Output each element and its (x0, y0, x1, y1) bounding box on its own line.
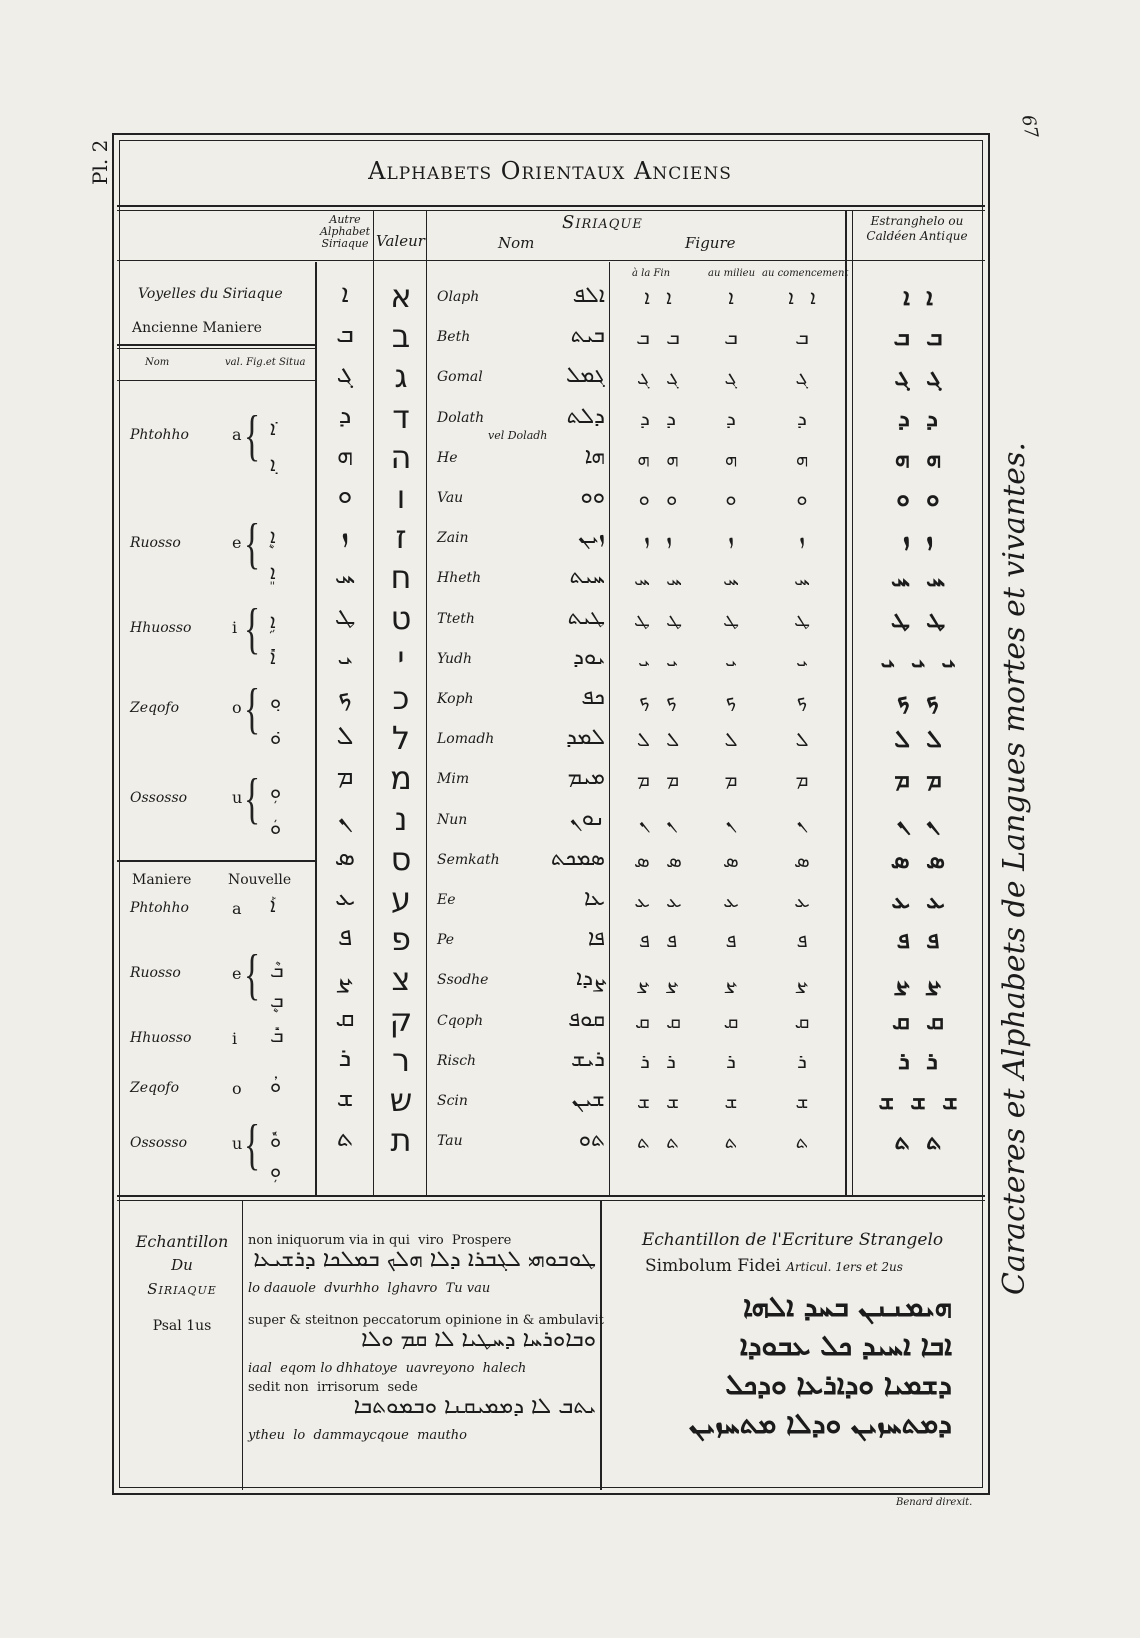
letter-row (0, 920, 1140, 967)
letter-estranghelo: ܥ ܥ (891, 886, 945, 914)
letter-estranghelo: ܢ ܢ (896, 805, 940, 834)
letter-final: ܪ ܪ (640, 1048, 676, 1073)
sample-translit: iaal eqom lo dhhatoye uavreyono halech (248, 1361, 527, 1376)
letter-hebrew: ח (390, 558, 412, 597)
letter-syr-name: ܣܡܟܬ (550, 845, 605, 871)
letter-estranghelo: ܩ ܩ (892, 1006, 944, 1035)
letter-hebrew: א (390, 277, 412, 315)
letter-estranghelo: ܠ ܠ (894, 725, 942, 754)
letter-final: ܗ ܗ (637, 445, 679, 470)
letter-medial: ܢ (725, 807, 737, 832)
letter-estranghelo: ܒ ܒ (893, 323, 943, 352)
vowel-glyphs: ܘܼ ܘܿ (270, 779, 282, 839)
letter-final: ܣ ܣ (633, 847, 683, 872)
letter-medial: ܚ (723, 566, 739, 591)
letter-estranghelo: ܓ ܓ (894, 363, 942, 392)
letter-estranghelo: ܙ ܙ (902, 524, 934, 553)
letter-name: Mim (437, 771, 470, 788)
letter-row (0, 799, 1140, 847)
letter-initial: ܥ (794, 888, 810, 912)
vowel-brace: { (244, 944, 261, 1006)
vowel-value: a (232, 899, 242, 918)
vowel-glyphs: ܐܹ ܐܺ (270, 609, 276, 669)
letter-final: ܢ ܢ (638, 807, 678, 832)
letter-estranghelo: ܬ ܬ (894, 1127, 942, 1156)
letter-autre: ܝ (337, 640, 353, 671)
letter-hebrew: צ (391, 960, 411, 999)
letter-name: Hheth (437, 570, 482, 587)
letter-name: Lomadh (437, 731, 495, 748)
sample-label-1: Echantillon (135, 1232, 229, 1251)
letter-hebrew: ל (391, 719, 411, 758)
vowel-value: u (232, 788, 243, 807)
vowel-value: o (232, 698, 242, 717)
letter-row (0, 1000, 1140, 1048)
strangelo-subtitle-2: Articul. 1ers et 2us (786, 1260, 903, 1274)
letter-medial: ܫ (724, 1089, 738, 1113)
letter-syr-name: ܘܘ (580, 484, 605, 509)
letter-syr-name: ܥܐ (584, 886, 605, 911)
letter-syr-name: ܪܝܫ (571, 1046, 605, 1072)
letter-final: ܚ ܚ (634, 566, 682, 591)
letter-autre: ܙ (341, 520, 349, 551)
letter-estranghelo: ܕ ܕ (897, 403, 939, 432)
vowels-col-val: val. Fig.et Situa (225, 357, 306, 368)
letter-medial: ܦ (725, 928, 737, 953)
letter-autre: ܛ (334, 600, 356, 631)
letter-estranghelo: ܗ ܗ (894, 443, 942, 472)
vowel-name: Ossosso (130, 1135, 188, 1151)
letter-final: ܬ ܬ (637, 1129, 679, 1154)
vowel-brace: { (244, 405, 261, 467)
letter-final: ܠ ܠ (636, 727, 680, 752)
nouvelle-header-1: Maniere (132, 872, 192, 888)
strangelo-line: ܗܝܡܢܢܢ ܒܚܕ ܐܠܗܐ (742, 1290, 952, 1323)
letter-name: Beth (437, 329, 471, 346)
letter-final: ܐ ܐ (644, 285, 672, 309)
vowel-value: u (232, 1134, 243, 1153)
letter-syr-name: ܗܐ (584, 443, 605, 469)
letter-initial: ܛ (794, 606, 810, 631)
letter-medial: ܥ (723, 888, 739, 912)
header-valeur: Valeur (376, 232, 425, 250)
vowels-title: Voyelles du Siriaque (138, 286, 283, 302)
letter-estranghelo: ܟ ܟ (896, 685, 940, 713)
letter-initial: ܘ (796, 486, 808, 510)
sample-latin: non iniquorum via in qui viro Prospere (248, 1233, 512, 1248)
letter-autre: ܬ (336, 1123, 354, 1154)
letter-final: ܝ ܝ (638, 646, 678, 671)
letter-row (0, 598, 1140, 646)
vowels-subtitle: Ancienne Maniere (132, 320, 262, 336)
letter-autre: ܒ (336, 319, 354, 350)
letter-estranghelo: ܣ ܣ (890, 845, 946, 874)
header-fin: à la Fin (632, 268, 671, 279)
header-autre: Autre Alphabet Siriaque (319, 213, 371, 250)
vowel-name: Ruosso (130, 965, 181, 981)
letter-hebrew: ו (396, 478, 406, 516)
vowel-name: Ossosso (130, 790, 188, 806)
page-title: Alphabets Orientaux Anciens (368, 157, 732, 185)
letter-medial: ܕ (726, 405, 736, 430)
letter-syr-name: ܟܦ (581, 685, 605, 710)
sample-latin: super & steitnon peccatorum opinione in & ambulavit (248, 1313, 604, 1328)
letter-syr-name: ܬܘ (578, 1127, 605, 1153)
letter-autre: ܨ (336, 962, 354, 993)
letter-hebrew: ה (390, 437, 412, 476)
side-title: Caracteres et Alphabets de Langues mortes et vivantes. (997, 442, 1032, 1295)
letter-final: ܘ ܘ (638, 486, 678, 510)
letter-final: ܡ ܡ (636, 767, 680, 792)
letter-row (0, 1121, 1140, 1168)
letter-name: Zain (437, 530, 469, 547)
letter-row (0, 518, 1140, 565)
letter-hebrew: ש (389, 1081, 413, 1119)
letter-final: ܟ ܟ (639, 687, 677, 711)
letter-hebrew: ז (395, 518, 407, 557)
letter-estranghelo: ܨ ܨ (894, 966, 942, 995)
letter-medial: ܬ (724, 1129, 738, 1154)
nouvelle-header-2: Nouvelle (228, 872, 292, 888)
letter-name: Nun (437, 811, 468, 828)
letter-syr-name: ܫܝܢ (571, 1087, 605, 1112)
letter-hebrew: ת (390, 1121, 412, 1160)
letter-estranghelo: ܘ ܘ (896, 484, 940, 512)
letter-name: Yudh (437, 650, 473, 667)
letter-autre: ܘ (337, 480, 353, 510)
vowels-col-nom: Nom (145, 357, 170, 368)
letter-row (0, 558, 1140, 605)
strangelo-subtitle (645, 1256, 903, 1276)
letter-name: Dolath (437, 409, 485, 426)
letter-autre: ܦ (337, 922, 353, 953)
letter-initial: ܐ ܐ (788, 285, 816, 309)
sample-label-4: Psal 1us (152, 1318, 212, 1334)
header-estranghelo: Estranghelo ou Caldéen Antique (866, 214, 968, 243)
letter-row (0, 397, 1140, 445)
letter-medial: ܡ (724, 767, 738, 792)
letter-initial: ܓ (795, 365, 809, 390)
vowel-value: i (232, 1029, 238, 1048)
letter-initial: ܩ (794, 1008, 810, 1033)
vowel-value: a (232, 425, 242, 444)
letter-estranghelo: ܪ ܪ (898, 1046, 938, 1075)
letter-hebrew: ע (390, 880, 412, 918)
letter-name: Gomal (437, 369, 483, 386)
letter-name: Ee (437, 892, 456, 908)
letter-final: ܛ ܛ (634, 606, 682, 631)
letter-medial: ܩ (723, 1008, 739, 1033)
letter-hebrew: ר (391, 1040, 411, 1079)
sample-syriac: ܛܘܒܘܗܝ ܠܓܒܪܐ ܕܠܐ ܗܠܟ ܒܡܠܟܐ ܕܪܫܝܥܐ (253, 1247, 596, 1272)
letter-hebrew: נ (394, 799, 408, 838)
letter-name: Pe (437, 932, 455, 949)
letter-final: ܥ ܥ (634, 888, 682, 912)
letter-row (0, 478, 1140, 525)
letter-autre: ܩ (335, 1002, 355, 1033)
letter-syr-name: ܙܝܢ (578, 524, 605, 550)
letter-row (0, 437, 1140, 485)
letter-row (0, 759, 1140, 806)
letter-final: ܓ ܓ (636, 365, 680, 390)
vowel-glyphs: ܘܳ (270, 1073, 282, 1097)
letter-autre: ܡ (336, 761, 354, 792)
sample-syriac: ܘܒܐܘܪܚܐ ܕܚܛܝܐ ܠܐ ܩܡ ܘܠܐ (361, 1327, 596, 1352)
vowel-glyphs: ܐܷ ܐܸ (270, 524, 276, 584)
letter-initial: ܗ (795, 445, 809, 470)
vowel-value: e (232, 964, 242, 983)
letter-autre: ܟ (338, 681, 352, 711)
letter-estranghelo: ܚ ܚ (891, 564, 945, 593)
letter-syr-name: ܦܐ (587, 926, 605, 952)
letter-name: Ssodhe (437, 972, 489, 989)
letter-medial: ܝ (725, 646, 737, 671)
letter-name: Tteth (437, 610, 475, 627)
vowel-name: Hhuosso (130, 620, 192, 636)
vowel-glyphs: ܘ݂ ܘ݁ (270, 689, 282, 749)
vowel-brace: { (244, 513, 261, 575)
header-siriaque: Siriaque (562, 212, 643, 233)
letter-name: Olaph (437, 289, 480, 305)
letter-autre: ܗ (336, 439, 354, 470)
vowel-glyphs: ܐ݁ ܐ݂ (270, 416, 276, 476)
letter-estranghelo: ܡ ܡ (894, 765, 942, 794)
letter-syr-name: ܚܝܬ (569, 564, 605, 590)
vowel-name: Hhuosso (130, 1030, 192, 1046)
letter-autre: ܣ (334, 841, 356, 872)
strangelo-line: ܕܫܡܝܐ ܘܕܐܪܥܐ ܘܕܟܠ (725, 1368, 952, 1401)
letter-hebrew: מ (390, 759, 412, 798)
letter-hebrew: ס (390, 839, 412, 878)
letter-hebrew: ד (392, 397, 410, 436)
letter-initial: ܦ (796, 928, 808, 953)
letter-initial: ܚ (794, 566, 810, 591)
strangelo-subtitle-1: Simbolum Fidei (645, 1256, 781, 1276)
letter-hebrew: פ (391, 920, 411, 959)
letter-medial: ܐ (728, 285, 734, 309)
letter-estranghelo: ܛ ܛ (890, 604, 946, 633)
vowel-name: Zeqofo (130, 1080, 180, 1096)
letter-medial: ܣ (723, 847, 739, 872)
vowel-glyphs: ܘܽ ܘܼ (270, 1128, 282, 1182)
letter-hebrew: ט (390, 598, 412, 637)
letter-autre: ܠ (336, 721, 354, 752)
page-number: 67 (1017, 113, 1042, 140)
strangelo-line: ܐܒܐ ܐܚܝܕ ܟܠ ܥܒܘܕܐ (739, 1329, 952, 1362)
letter-final: ܙ ܙ (644, 526, 672, 551)
letter-name: Vau (437, 490, 464, 506)
letter-name: Tau (437, 1133, 463, 1150)
letter-initial: ܟ (796, 687, 808, 711)
vowel-brace: { (244, 768, 261, 830)
letter-syr-name: ܠܡܕ (566, 725, 605, 751)
sample-label-2: Du (171, 1256, 193, 1274)
letter-name: Cqoph (437, 1012, 484, 1029)
letter-row (0, 317, 1140, 364)
vowel-brace: { (244, 678, 261, 740)
letter-initial: ܙ (799, 526, 805, 551)
letter-medial: ܨ (724, 968, 738, 993)
vowel-glyphs: ܐܰ (270, 893, 276, 917)
sample-label-3: Siriaque (147, 1280, 217, 1298)
vowel-value: i (232, 618, 238, 637)
letter-syr-name: ܕܠܬ (566, 403, 605, 429)
vowel-value: e (232, 533, 242, 552)
sample-translit: ytheu lo dammaycqoue mautho (248, 1428, 467, 1443)
letter-row (0, 960, 1140, 1007)
letter-initial: ܫ (795, 1089, 809, 1113)
letter-initial: ܠ (795, 727, 809, 752)
letter-syr-name: ܛܝܬ (567, 604, 605, 630)
letter-initial: ܒ (795, 325, 809, 350)
letter-medial: ܠ (724, 727, 738, 752)
strangelo-line: ܕܡܬܚܙܝܢ ܘܕܠܐ ܡܬܚܙܝܢ (689, 1407, 952, 1440)
letter-name-extra: vel Doladh (488, 428, 548, 442)
letter-medial: ܙ (728, 526, 734, 551)
letter-estranghelo: ܫ ܫ ܫ (878, 1087, 958, 1115)
letter-autre: ܪ (338, 1042, 352, 1073)
letter-final: ܒ ܒ (636, 325, 680, 350)
letter-initial: ܝ (796, 646, 808, 671)
sample-syriac: ܝܬܒ ܠܐ ܕܡܡܝܩܢܐ ܘܒܡܘܬܒܐ (353, 1394, 596, 1419)
letter-final: ܫ ܫ (636, 1089, 680, 1113)
letter-hebrew: ב (391, 317, 411, 356)
letter-hebrew: ג (394, 357, 408, 396)
letter-initial: ܬ (795, 1129, 809, 1154)
letter-final: ܦ ܦ (638, 928, 678, 953)
letter-estranghelo: ܐ ܐ (903, 283, 933, 311)
letter-autre: ܐ (341, 279, 349, 309)
plate-label: Pl. 2 (88, 139, 112, 185)
letter-estranghelo: ܝ ܝ ܝ (880, 644, 956, 673)
letter-hebrew: ק (389, 1000, 413, 1039)
letter-syr-name: ܡܝܡ (567, 765, 605, 791)
letter-syr-name: ܨܕܐ (576, 966, 605, 992)
letter-syr-name: ܝܘܕ (573, 644, 605, 670)
vowel-name: Phtohho (130, 900, 189, 916)
letter-name: Scin (437, 1093, 468, 1109)
letter-initial: ܪ (797, 1048, 807, 1073)
letter-autre: ܥ (334, 882, 356, 912)
letter-medial: ܪ (726, 1048, 736, 1073)
sample-latin: sedit non irrisorum sede (248, 1380, 418, 1395)
letter-autre: ܕ (338, 399, 352, 430)
vowel-value: o (232, 1079, 242, 1098)
letter-medial: ܛ (723, 606, 739, 631)
letter-name: Koph (437, 691, 474, 707)
letter-syr-name: ܐܠܦ (572, 283, 605, 308)
vowel-name: Zeqofo (130, 700, 180, 716)
vowel-glyphs: ܒܺ (270, 1023, 284, 1047)
letter-syr-name: ܓܡܠ (565, 363, 605, 389)
vowel-brace: { (244, 1114, 261, 1176)
vowel-glyphs: ܒܶ ܒܷ (270, 958, 284, 1012)
header-milieu: au milieu (708, 268, 756, 279)
letter-initial: ܣ (794, 847, 810, 872)
letter-hebrew: כ (392, 679, 410, 717)
letter-row (0, 277, 1140, 324)
letter-medial: ܗ (724, 445, 738, 470)
vowel-brace: { (244, 598, 261, 660)
header-nom: Nom (498, 234, 535, 252)
header-commencement: au comencement (762, 268, 849, 279)
letter-medial: ܒ (724, 325, 738, 350)
vowel-name: Phtohho (130, 427, 189, 443)
sample-translit: lo daauole dvurhho lghavro Tu vau (248, 1281, 491, 1296)
letter-autre: ܓ (336, 359, 354, 390)
letter-hebrew: י (397, 638, 405, 677)
letter-initial: ܡ (795, 767, 809, 792)
letter-name: Semkath (437, 851, 500, 868)
letter-row (0, 839, 1140, 887)
letter-final: ܩ ܩ (635, 1008, 681, 1033)
letter-final: ܨ ܨ (637, 968, 679, 993)
letter-syr-name: ܢܘܢ (569, 805, 605, 831)
engraver-credit: Benard direxit. (896, 1497, 973, 1508)
letter-autre: ܚ (334, 560, 356, 591)
letter-initial: ܢ (796, 807, 808, 832)
letter-name: He (437, 449, 458, 466)
letter-medial: ܓ (724, 365, 738, 390)
letter-row (0, 679, 1140, 726)
letter-estranghelo: ܦ ܦ (896, 926, 940, 955)
letter-syr-name: ܩܘܦ (568, 1006, 605, 1032)
letter-syr-name: ܒܝܬ (570, 323, 605, 349)
letter-initial: ܨ (795, 968, 809, 993)
strangelo-title: Echantillon de l'Ecriture Strangelo (641, 1230, 944, 1250)
letter-autre: ܢ (337, 801, 353, 832)
vowel-name: Ruosso (130, 535, 181, 551)
header-figure: Figure (685, 234, 736, 252)
letter-medial: ܘ (725, 486, 737, 510)
letter-autre: ܫ (336, 1083, 354, 1113)
letter-medial: ܟ (725, 687, 737, 711)
letter-name: Risch (437, 1052, 477, 1069)
letter-final: ܕ ܕ (639, 405, 677, 430)
letter-row (0, 1040, 1140, 1088)
letter-initial: ܕ (797, 405, 807, 430)
